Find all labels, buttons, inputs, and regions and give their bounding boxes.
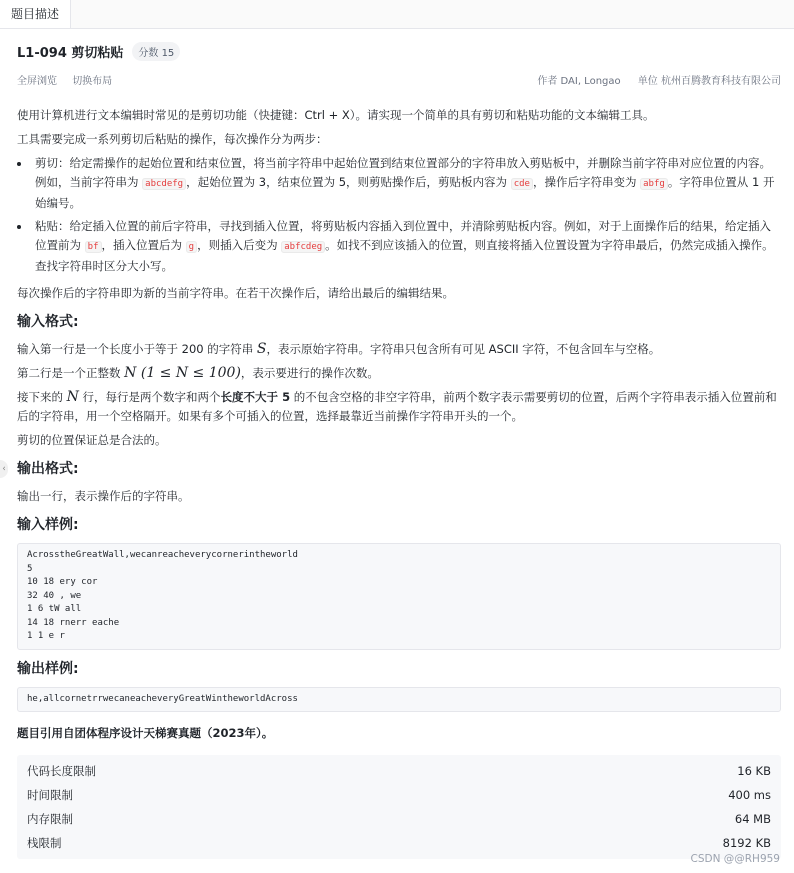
inline-code: abfg xyxy=(640,178,668,190)
limit-row xyxy=(27,831,771,855)
inline-code: bf xyxy=(85,241,102,253)
sample-input-heading: 输入样例: xyxy=(17,517,79,533)
text: 粘贴：给定插入位置的前后字符串，寻找到插入位置，将剪贴板内容插入到位置中，并清除剪贴板内容。例如，对于上面操作后的结果，给定插入位置前为 xyxy=(35,219,771,252)
limit-value: 16 KB xyxy=(737,764,771,778)
text: ，操作后字符串变为 xyxy=(532,175,641,189)
toolbar xyxy=(17,72,781,87)
input-format-line xyxy=(17,364,781,383)
limit-label: 栈限制 xyxy=(27,836,62,850)
limit-label: 时间限制 xyxy=(27,788,73,802)
sample-input-code[interactable]: AcrosstheGreatWall,wecanreacheverycornerintheworld 5 10 18 ery cor 32 40 , we 1 6 tW all 14 18 rnerr eache 1 1 e r xyxy=(17,543,781,650)
math-symbol: N xyxy=(66,389,79,405)
text: 剪切：给定需操作的起始位置和结束位置，将当前字符串中起始位置到结束位置部分的字符串放入剪贴板中，并删除当前字符串对应位置的内容。例如，当前字符串为 xyxy=(35,156,771,189)
sample-output-heading: 输出样例: xyxy=(17,660,79,677)
tab-problem-description[interactable]: 题目描述 xyxy=(0,0,71,28)
fullscreen-button[interactable]: 全屏浏览 xyxy=(17,76,57,87)
text: 。如找不到应该插入的位置，则直接将插入位置设置为字符串最后，仍然完成插入操作。查找字符串时区分大小写。 xyxy=(35,238,774,273)
input-format-line: 剪切的位置保证总是合法的。 xyxy=(17,433,167,447)
input-format-line xyxy=(17,340,781,359)
inline-code: cde xyxy=(511,178,533,190)
text: ，起始位置为 3，结束位置为 5，则剪贴操作后，剪贴板内容为 xyxy=(186,175,511,189)
watermark: CSDN @@RH959 xyxy=(690,853,780,865)
meta-info xyxy=(523,72,781,87)
text: 。字符串位置从 1 开始编号。 xyxy=(35,175,775,210)
list-item-cut xyxy=(31,154,781,213)
limit-value: 400 ms xyxy=(728,788,771,802)
bold-text: 长度不大于 5 xyxy=(220,390,291,404)
text: ，插入位置后为 xyxy=(101,238,186,252)
output-format-heading: 输出格式: xyxy=(17,461,79,477)
limit-row xyxy=(27,759,771,783)
text: ，表示原始字符串。字符串只包含所有可见 ASCII 字符，不包含回车与空格。 xyxy=(266,342,661,356)
inline-code: abcdefg xyxy=(142,178,186,190)
text: 的不包含空格的非空字符串，前两个数字表示需要剪切的位置，后两个字符串表示插入位置前和后的字符串，用一个空格隔开。如果有多个可插入的位置，选择最靠近当前操作字符串开头的一个。 xyxy=(17,390,777,423)
text: 行，每行是两个数字和两个 xyxy=(78,390,221,404)
math-symbol: S xyxy=(256,341,267,357)
limits-table xyxy=(17,755,781,859)
limit-row xyxy=(27,783,771,807)
limit-value: 8192 KB xyxy=(722,836,771,850)
description-paragraph: 每次操作后的字符串即为新的当前字符串。在若干次操作后，请给出最后的编辑结果。 xyxy=(17,286,454,300)
input-format-line xyxy=(17,388,781,426)
limit-row xyxy=(27,807,771,831)
text: 第二行是一个正整数 xyxy=(17,366,125,380)
operation-list xyxy=(17,154,781,276)
text: ，表示要进行的操作次数。 xyxy=(240,366,379,380)
problem-body xyxy=(17,106,781,859)
input-format-heading: 输入格式: xyxy=(17,314,79,330)
limit-label: 代码长度限制 xyxy=(27,764,96,778)
output-format-text: 输出一行，表示操作后的字符串。 xyxy=(17,489,190,503)
switch-layout-button[interactable]: 切换布局 xyxy=(72,76,113,87)
score-badge: 分数 15 xyxy=(132,42,180,61)
description-paragraph: 使用计算机进行文本编辑时常见的是剪切功能（快捷键：Ctrl + X）。请实现一个简单的具有剪切和粘贴功能的文本编辑工具。 xyxy=(17,108,655,122)
author-text: 作者 DAI, Longao xyxy=(537,76,621,87)
text: ，则插入后变为 xyxy=(197,238,282,252)
limit-value: 64 MB xyxy=(734,812,771,826)
description-paragraph: 工具需要完成一系列剪切后粘贴的操作，每次操作分为两步： xyxy=(17,132,328,146)
title-row xyxy=(17,42,180,61)
unit-text: 单位 杭州百腾教育科技有限公司 xyxy=(637,76,781,87)
inline-code: g xyxy=(186,241,197,253)
tab-bar xyxy=(0,0,794,29)
limit-label: 内存限制 xyxy=(27,812,73,826)
math-expression: N (1 ≤ N ≤ 100) xyxy=(124,365,241,381)
collapse-arrow-icon[interactable]: ‹ xyxy=(0,460,8,478)
text: 接下来的 xyxy=(17,390,67,404)
list-item-paste xyxy=(31,217,781,276)
source-note: 题目引用自团体程序设计天梯赛真题（2023年）。 xyxy=(17,726,274,740)
page-title: L1-094 剪切粘贴 xyxy=(17,46,124,61)
sample-output-code[interactable]: he,allcornetrrwecaneacheveryGreatWintheworldAcross xyxy=(17,687,781,713)
text: 输入第一行是一个长度小于等于 200 的字符串 xyxy=(17,342,257,356)
inline-code: abfcdeg xyxy=(281,241,325,253)
